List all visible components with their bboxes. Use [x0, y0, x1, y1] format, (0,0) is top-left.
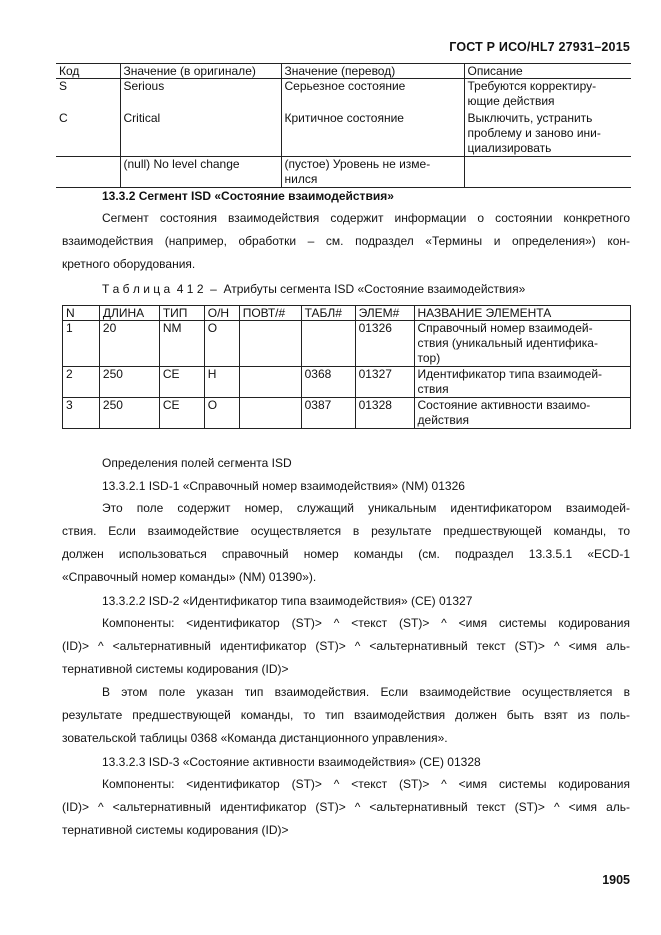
field-2-title: 13.3.2.2 ISD-2 «Идентификатор типа взаимодействия» (CE) 01327 — [102, 594, 473, 608]
text-line: Это поле содержит номер, служащий уникальным идентификатором взаимодей- — [102, 501, 630, 515]
table-cell: CE — [159, 398, 204, 429]
text-line: кретного оборудования. — [62, 257, 196, 271]
column-header: ПОВТ/# — [239, 306, 301, 321]
table-cell: Справочный номер взаимодей- ствия (уникальный идентифика- тор) — [414, 321, 630, 367]
column-header: ЭЛЕМ# — [355, 306, 414, 321]
attributes-table-header — [63, 306, 631, 321]
text-line: ствия. Если взаимодействие осуществляется в результате предшествующей команды, то — [62, 524, 630, 538]
field-2-components — [62, 612, 630, 681]
table-cell: 01328 — [355, 398, 414, 429]
table-cell: O — [204, 321, 239, 367]
table-row — [56, 157, 631, 188]
table-row — [63, 367, 631, 398]
table-cell: 20 — [99, 321, 159, 367]
table-cell: H — [204, 367, 239, 398]
text-line: взаимодействия (например, обработки – см. подраздел «Термины и определения») кон- — [62, 234, 630, 248]
table-cell: (null) No level change — [120, 157, 281, 188]
column-header: Код — [56, 64, 120, 79]
column-header: Описание — [464, 64, 631, 79]
table-cell: Состояние активности взаимо- действия — [414, 398, 630, 429]
column-header: N — [63, 306, 100, 321]
text-line: Сегмент состояния взаимодействия содержит информации о состоянии конкретного — [102, 211, 630, 225]
attributes-table — [62, 305, 631, 429]
table-cell: 01327 — [355, 367, 414, 398]
column-header: Значение (перевод) — [281, 64, 464, 79]
table-cell: 0387 — [301, 398, 355, 429]
text-line: зовательской таблицы 0368 «Команда дистанционного управления». — [62, 731, 448, 745]
table-cell: Серьезное состояние — [281, 79, 464, 111]
column-header: ТАБЛ# — [301, 306, 355, 321]
table-cell: CE — [159, 367, 204, 398]
table-cell: Требуются корректиру- ющие действия — [464, 79, 631, 111]
table-cell: 0368 — [301, 367, 355, 398]
text-line: Компоненты: <идентификатор (ST)> ^ <текст (ST)> ^ <имя системы кодирования — [102, 777, 630, 791]
section-title: 13.3.2 Сегмент ISD «Состояние взаимодействия» — [102, 189, 394, 203]
column-header: О/Н — [204, 306, 239, 321]
table-cell: Критичное состояние — [281, 111, 464, 157]
table-cell: C — [56, 111, 120, 157]
text-line: должен использоваться справочный номер команды (см. подраздел 13.3.5.1 «ECD-1 — [62, 547, 630, 561]
page-number: 1905 — [602, 873, 630, 887]
column-header: ТИП — [159, 306, 204, 321]
table-cell — [56, 157, 120, 188]
column-header: ДЛИНА — [99, 306, 159, 321]
intro-paragraph — [62, 207, 630, 276]
code-table — [56, 63, 631, 188]
table-cell: 250 — [99, 398, 159, 429]
text-line: Компоненты: <идентификатор (ST)> ^ <текст (ST)> ^ <имя системы кодирования — [102, 616, 630, 630]
field-1-text — [62, 497, 630, 589]
text-line: В этом поле указан тип взаимодействия. Если взаимодействие осуществляется в — [102, 685, 630, 699]
table-cell: Выключить, устранить проблему и заново ини- циализировать — [464, 111, 631, 157]
table-row — [56, 79, 631, 111]
column-header: Значение (в оригинале) — [120, 64, 281, 79]
column-header: НАЗВАНИЕ ЭЛЕМЕНТА — [414, 306, 630, 321]
text-line: (ID)> ^ <альтернативный идентификатор (ST)> ^ <альтернативный текст (ST)> ^ <имя аль- — [62, 800, 630, 814]
table-cell: Идентификатор типа взаимодей- ствия — [414, 367, 630, 398]
table-row — [63, 398, 631, 429]
table-cell: S — [56, 79, 120, 111]
text-line: (ID)> ^ <альтернативный идентификатор (ST)> ^ <альтернативный текст (ST)> ^ <имя аль- — [62, 639, 630, 653]
page-header: ГОСТ Р ИСО/HL7 27931–2015 — [449, 40, 630, 54]
table-cell: 01326 — [355, 321, 414, 367]
field-1-title: 13.3.2.1 ISD-1 «Справочный номер взаимодействия» (NM) 01326 — [102, 479, 465, 493]
table-cell: O — [204, 398, 239, 429]
table-cell — [464, 157, 631, 188]
table-cell: 2 — [63, 367, 100, 398]
table-cell: NM — [159, 321, 204, 367]
field-3-components — [62, 773, 630, 842]
field-2-text — [62, 681, 630, 750]
field-definitions-title: Определения полей сегмента ISD — [102, 456, 292, 470]
table-cell: 1 — [63, 321, 100, 367]
table-row — [63, 321, 631, 367]
text-line: результате предшествующей команды, то тип взаимодействия должен быть взят из поль- — [62, 708, 630, 722]
table-cell — [239, 321, 301, 367]
table-cell: Critical — [120, 111, 281, 157]
table-cell: Serious — [120, 79, 281, 111]
code-table-header — [56, 64, 631, 79]
table-cell — [301, 321, 355, 367]
text-line: тернативной системы кодирования (ID)> — [62, 823, 289, 837]
table-cell: 3 — [63, 398, 100, 429]
table-cell: (пустое) Уровень не изме- нился — [281, 157, 464, 188]
table-row — [56, 111, 631, 157]
table-cell: 250 — [99, 367, 159, 398]
text-line: тернативной системы кодирования (ID)> — [62, 662, 289, 676]
text-line: «Справочный номер команды» (NM) 01390»). — [62, 570, 317, 584]
field-3-title: 13.3.2.3 ISD-3 «Состояние активности взаимодействия» (CE) 01328 — [102, 755, 481, 769]
table-cell — [239, 367, 301, 398]
table-cell — [239, 398, 301, 429]
table-caption: Т а б л и ц а 4 1 2 – Атрибуты сегмента ISD «Состояние взаимодействия» — [102, 282, 526, 296]
